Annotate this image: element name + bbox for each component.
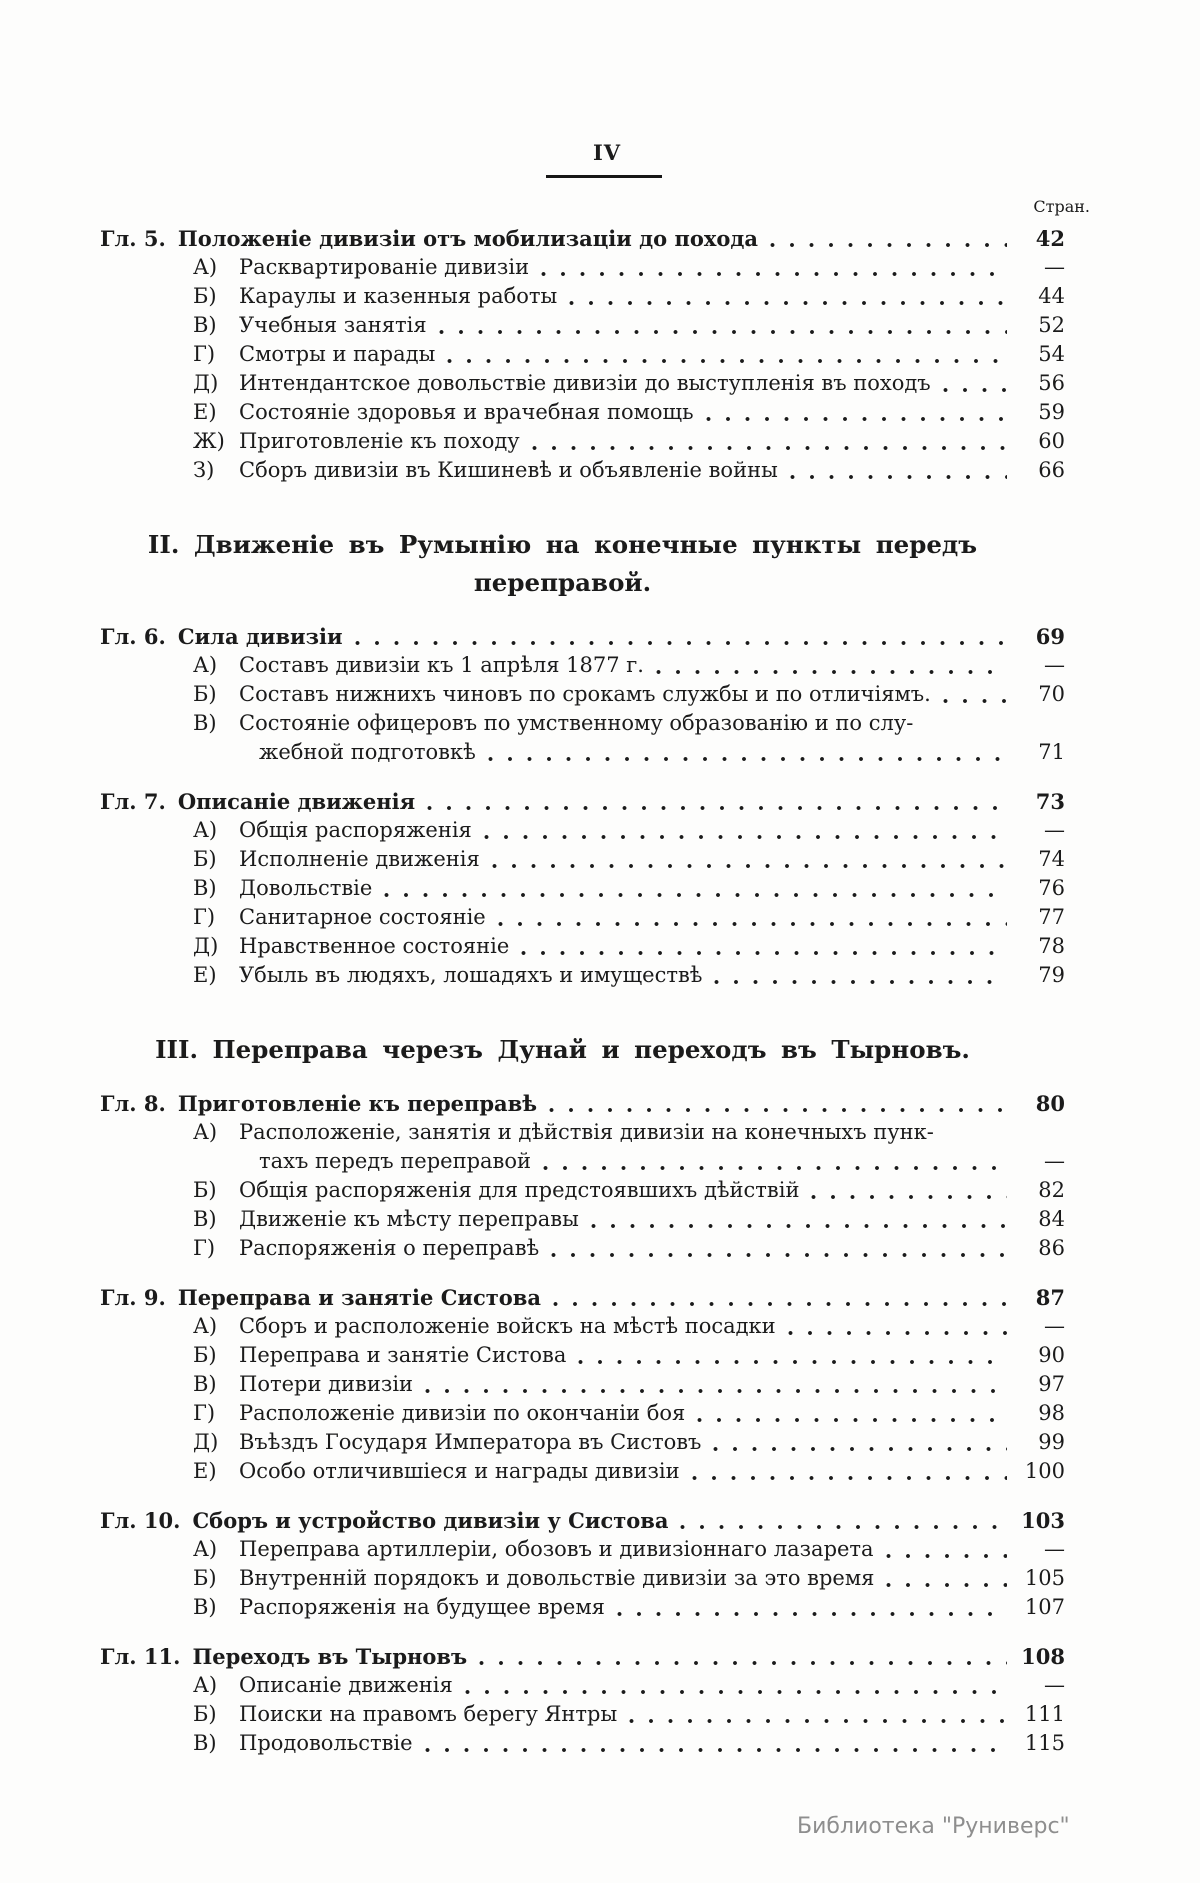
toc-item-row (100, 961, 1065, 990)
toc-item-row (100, 253, 1065, 282)
toc-entry-title: Сборъ и устройство дивизіи у Систова (192, 1508, 669, 1533)
toc-entry-title: Караулы и казенныя работы (239, 284, 558, 308)
toc-entry-title: Нравственное состояніе (239, 934, 510, 958)
toc-entry-page: 107 (1024, 1595, 1065, 1619)
toc-entry-title: Распоряженія о переправѣ (239, 1236, 540, 1260)
dot-leader (521, 950, 1007, 956)
toc-entry-title: Довольствіе (239, 876, 373, 900)
toc-item-row (100, 845, 1065, 874)
toc-entry-label: Е) (193, 963, 217, 987)
dot-leader (498, 921, 1007, 927)
toc-item-row (100, 680, 1065, 709)
toc-entry-title: Переправа и занятіе Систова (239, 1343, 567, 1367)
toc-item-row (100, 1341, 1065, 1370)
toc-entry-label: З) (193, 458, 215, 482)
toc-entry-page: 84 (1038, 1207, 1065, 1231)
toc-entry-page: 78 (1038, 934, 1065, 958)
toc-entry-title: Потери дивизіи (239, 1372, 414, 1396)
toc-item-row (100, 1671, 1065, 1700)
toc-item-row (100, 709, 1065, 767)
toc-item-row (100, 282, 1065, 311)
toc-entry-page: 44 (1038, 284, 1065, 308)
toc-entry-page: 52 (1038, 313, 1065, 337)
toc-item-row (100, 1370, 1065, 1399)
dot-leader (425, 1388, 1007, 1394)
toc-entry-title: Состояніе здоровья и врачебная помощь (239, 400, 694, 424)
toc-item-row (100, 456, 1065, 485)
toc-entry-page: 98 (1038, 1401, 1065, 1425)
dot-leader (706, 416, 1007, 422)
toc-entry-page: 99 (1038, 1430, 1065, 1454)
toc-chapter-row (100, 1089, 1065, 1118)
toc-entry-title: Составъ нижнихъ чиновъ по срокамъ службы и по отличіямъ. (239, 682, 931, 706)
toc-entry-label: Д) (193, 934, 219, 958)
dot-leader (713, 1446, 1007, 1452)
toc-entry-page: 86 (1038, 1236, 1065, 1260)
toc-entry-title: Расположеніе, занятія и дѣйствія дивизіи на конечныхъ пунк- (239, 1120, 934, 1144)
toc-entry-page: — (1044, 818, 1065, 842)
dot-leader (427, 805, 1007, 811)
dot-leader (770, 242, 1007, 248)
toc-entry-title: Санитарное состояніе (239, 905, 486, 929)
dot-leader (811, 1194, 1007, 1200)
toc-entry-page: 80 (1035, 1091, 1065, 1116)
dot-leader (425, 1747, 1007, 1753)
toc-entry-title: Переправа и занятіе Систова (177, 1285, 542, 1310)
toc-entry-title: Описаніе движенія (177, 789, 416, 814)
toc-entry-page: 56 (1038, 371, 1065, 395)
toc-item-row (100, 874, 1065, 903)
toc-entry-title: Исполненіе движенія (239, 847, 480, 871)
toc-entry-page: 70 (1038, 682, 1065, 706)
toc-list (100, 224, 1065, 1758)
toc-chapter-row (100, 1506, 1065, 1535)
library-watermark: Библиотека "Руниверс" (797, 1814, 1070, 1839)
toc-item-row (100, 1700, 1065, 1729)
toc-entry-title: Расквартированіе дивизіи (239, 255, 530, 279)
toc-entry-label: А) (193, 1120, 218, 1144)
toc-item-row (100, 1312, 1065, 1341)
toc-entry-label: Б) (193, 284, 217, 308)
toc-entry-page: 115 (1024, 1731, 1065, 1755)
toc-item-row (100, 369, 1065, 398)
toc-entry-page: 77 (1038, 905, 1065, 929)
toc-entry-label: Е) (193, 400, 217, 424)
toc-entry-page: — (1044, 255, 1065, 279)
toc-entry-title: Приготовленіе къ походу (239, 429, 520, 453)
toc-item-row (100, 311, 1065, 340)
toc-entry-label: В) (193, 1372, 217, 1396)
toc-item-row (100, 1535, 1065, 1564)
toc-entry-title: Сборъ и расположеніе войскъ на мѣстѣ посадки (239, 1314, 776, 1338)
toc-entry-label: Б) (193, 1178, 217, 1202)
toc-entry-page: — (1044, 1673, 1065, 1697)
toc-entry-title: Состояніе офицеровъ по умственному образованію и по слу- (239, 711, 914, 735)
toc-chapter-row (100, 1283, 1065, 1312)
toc-entry-page: 69 (1035, 624, 1065, 649)
toc-item-row (100, 816, 1065, 845)
toc-item-row (100, 1729, 1065, 1758)
toc-item-row (100, 1205, 1065, 1234)
toc-entry-label: Д) (193, 1430, 219, 1454)
toc-item-row (100, 1399, 1065, 1428)
toc-entry-page: 74 (1038, 847, 1065, 871)
toc-entry-label: Б) (193, 1566, 217, 1590)
section-heading-line: III. Переправа черезъ Дунай и переходъ въ Тырновъ. (155, 1035, 970, 1064)
dot-leader (551, 1252, 1007, 1258)
toc-entry-label: В) (193, 1207, 217, 1231)
toc-item-row (100, 1428, 1065, 1457)
toc-entry-title: Сила дивизіи (177, 624, 343, 649)
toc-item-row (100, 398, 1065, 427)
toc-entry-label: Д) (193, 371, 219, 395)
toc-entry-page: 60 (1038, 429, 1065, 453)
toc-entry-label: Гл. 10. (100, 1508, 181, 1533)
toc-entry-page: 73 (1035, 789, 1065, 814)
toc-entry-label: Г) (193, 342, 216, 366)
toc-chapter-row (100, 622, 1065, 651)
toc-item-row (100, 1118, 1065, 1176)
toc-entry-title: Переправа артиллеріи, обозовъ и дивизіоннаго лазарета (239, 1537, 874, 1561)
toc-entry-page: 97 (1038, 1372, 1065, 1396)
dot-leader (541, 271, 1007, 277)
toc-entry-title: Сборъ дивизіи въ Кишиневѣ и объявленіе войны (239, 458, 778, 482)
toc-entry-page: 103 (1021, 1508, 1065, 1533)
toc-entry-label: В) (193, 876, 217, 900)
dot-leader (553, 1301, 1007, 1307)
toc-entry-title: Смотры и парады (239, 342, 436, 366)
section-heading-line: II. Движеніе въ Румынію на конечные пункты передъ (147, 530, 978, 559)
toc-item-row (100, 1564, 1065, 1593)
toc-entry-page: — (1044, 1149, 1065, 1173)
dot-leader (886, 1582, 1007, 1588)
toc-entry-label: Гл. 6. (100, 624, 166, 649)
dot-leader (355, 640, 1007, 646)
toc-entry-label: Гл. 9. (100, 1285, 166, 1310)
toc-entry-label: Г) (193, 1401, 216, 1425)
dot-leader (692, 1475, 1007, 1481)
toc-item-row (100, 903, 1065, 932)
dot-leader (549, 1107, 1007, 1113)
toc-item-row (100, 932, 1065, 961)
toc-entry-label: А) (193, 1537, 218, 1561)
toc-entry-page: 79 (1038, 963, 1065, 987)
toc-item-row (100, 340, 1065, 369)
toc-entry-title: Продовольствіе (239, 1731, 413, 1755)
dot-leader (384, 892, 1007, 898)
toc-entry-title: Убыль въ людяхъ, лошадяхъ и имуществѣ (239, 963, 703, 987)
toc-entry-page: 87 (1035, 1285, 1065, 1310)
dot-leader (943, 387, 1007, 393)
toc-entry-title: Особо отличившіеся и награды дивизіи (239, 1459, 680, 1483)
toc-entry-label: А) (193, 1314, 218, 1338)
dot-leader (629, 1718, 1007, 1724)
section-heading (130, 526, 995, 602)
toc-entry-label: Гл. 7. (100, 789, 166, 814)
dot-leader (656, 669, 1007, 675)
header-rule (546, 175, 662, 178)
toc-entry-title: Распоряженія на будущее время (239, 1595, 605, 1619)
dot-leader (543, 1165, 1007, 1171)
toc-entry-page: 90 (1038, 1343, 1065, 1367)
toc-entry-page: 76 (1038, 876, 1065, 900)
toc-entry-label: Гл. 5. (100, 226, 166, 251)
toc-item-row (100, 1593, 1065, 1622)
toc-entry-title: Интендантское довольствіе дивизіи до выступленія въ походъ (239, 371, 931, 395)
toc-entry-label: В) (193, 313, 217, 337)
toc-entry-label: Г) (193, 1236, 216, 1260)
toc-entry-title: Расположеніе дивизіи по окончаніи боя (239, 1401, 686, 1425)
toc-item-row (100, 427, 1065, 456)
toc-entry-title-continued: жебной подготовкѣ (259, 740, 476, 764)
dot-leader (886, 1553, 1007, 1559)
toc-entry-page: 66 (1038, 458, 1065, 482)
dot-leader (591, 1223, 1007, 1229)
toc-entry-page: — (1044, 653, 1065, 677)
toc-entry-title: Поиски на правомъ берегу Янтры (239, 1702, 618, 1726)
toc-entry-label: А) (193, 818, 218, 842)
dot-leader (697, 1417, 1007, 1423)
toc-entry-page: — (1044, 1537, 1065, 1561)
toc-entry-label: Б) (193, 1343, 217, 1367)
dot-leader (578, 1359, 1007, 1365)
toc-item-row (100, 1457, 1065, 1486)
toc-entry-page: 100 (1024, 1459, 1065, 1483)
page-number: IV (592, 140, 622, 165)
dot-leader (488, 756, 1007, 762)
toc-entry-page: 108 (1021, 1644, 1065, 1669)
dot-leader (790, 474, 1007, 480)
section-heading (130, 1031, 995, 1069)
dot-leader (788, 1330, 1007, 1336)
dot-leader (447, 358, 1007, 364)
dot-leader (492, 863, 1007, 869)
toc-entry-title: Переходъ въ Тырновъ (192, 1644, 468, 1669)
toc-entry-label: Ж) (193, 429, 225, 453)
toc-entry-page: 105 (1024, 1566, 1065, 1590)
toc-entry-label: Гл. 11. (100, 1644, 181, 1669)
pages-column-header: Стран. (1033, 197, 1090, 216)
toc-chapter-row (100, 224, 1065, 253)
toc-entry-title: Общія распоряженія (239, 818, 472, 842)
toc-entry-title: Описаніе движенія (239, 1673, 453, 1697)
toc-entry-title: Въѣздъ Государя Императора въ Систовъ (239, 1430, 702, 1454)
toc-entry-title: Общія распоряженія для предстоявшихъ дѣйствій (239, 1178, 800, 1202)
dot-leader (943, 698, 1007, 704)
toc-entry-page: 111 (1024, 1702, 1065, 1726)
toc-entry-label: Б) (193, 1702, 217, 1726)
toc-entry-label: А) (193, 1673, 218, 1697)
toc-item-row (100, 1234, 1065, 1263)
toc-entry-label: Г) (193, 905, 216, 929)
toc-entry-page: 54 (1038, 342, 1065, 366)
dot-leader (439, 329, 1007, 335)
toc-chapter-row (100, 787, 1065, 816)
toc-entry-page: 71 (1038, 740, 1065, 764)
toc-entry-label: В) (193, 1731, 217, 1755)
toc-entry-title: Положеніе дивизіи отъ мобилизаціи до похода (177, 226, 758, 251)
dot-leader (617, 1611, 1007, 1617)
toc-entry-title-continued: тахъ передъ переправой (259, 1149, 531, 1173)
dot-leader (680, 1524, 1007, 1530)
toc-entry-label: Е) (193, 1459, 217, 1483)
toc-entry-label: В) (193, 711, 217, 735)
toc-entry-label: В) (193, 1595, 217, 1619)
dot-leader (484, 834, 1007, 840)
dot-leader (532, 445, 1007, 451)
toc-entry-label: А) (193, 653, 218, 677)
toc-entry-page: — (1044, 1314, 1065, 1338)
toc-item-row (100, 1176, 1065, 1205)
dot-leader (714, 979, 1007, 985)
section-heading-line: переправой. (473, 568, 652, 597)
toc-entry-label: А) (193, 255, 218, 279)
toc-entry-label: Б) (193, 682, 217, 706)
toc-entry-title: Учебныя занятія (239, 313, 427, 337)
toc-entry-title: Приготовленіе къ переправѣ (177, 1091, 538, 1116)
toc-entry-page: 82 (1038, 1178, 1065, 1202)
toc-item-row (100, 651, 1065, 680)
dot-leader (569, 300, 1007, 306)
toc-entry-label: Гл. 8. (100, 1091, 166, 1116)
toc-chapter-row (100, 1642, 1065, 1671)
toc-entry-page: 42 (1035, 226, 1065, 251)
toc-entry-label: Б) (193, 847, 217, 871)
toc-entry-page: 59 (1038, 400, 1065, 424)
dot-leader (465, 1689, 1007, 1695)
toc-entry-title: Составъ дивизіи къ 1 апрѣля 1877 г. (239, 653, 644, 677)
dot-leader (479, 1660, 1007, 1666)
toc-entry-title: Движеніе къ мѣсту переправы (239, 1207, 579, 1231)
toc-entry-title: Внутренній порядокъ и довольствіе дивизіи за это время (239, 1566, 875, 1590)
